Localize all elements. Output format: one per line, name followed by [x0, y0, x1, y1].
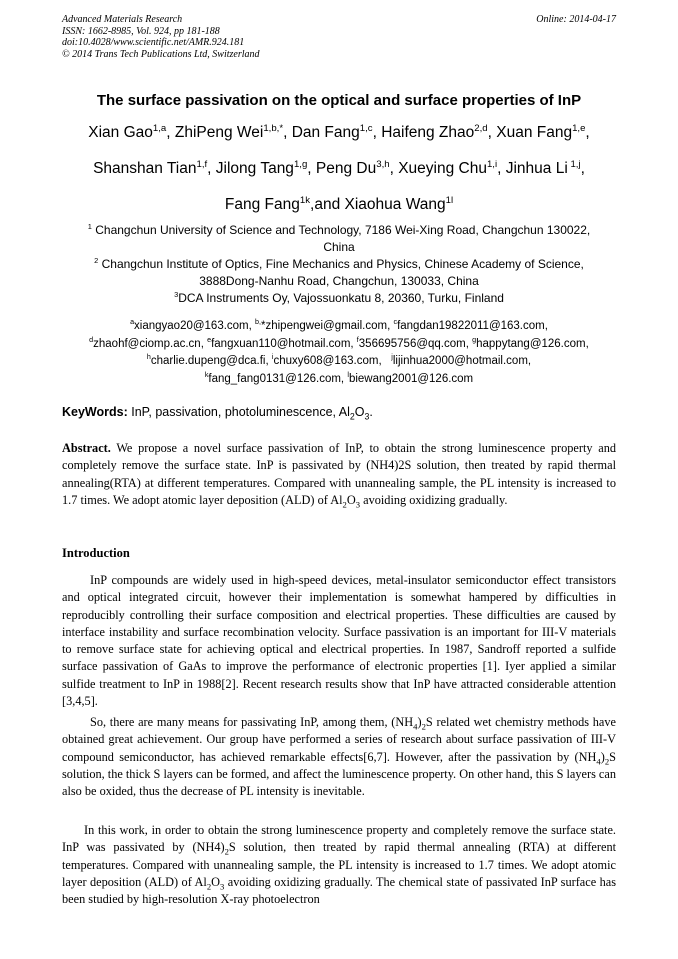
keywords: KeyWords: InP, passivation, photoluminescence, $Al_2O_3$.	[62, 405, 373, 422]
copyright-line: © 2014 Trans Tech Publications Ltd, Switzerland	[62, 48, 260, 60]
section-heading-introduction: Introduction	[62, 546, 130, 560]
affiliations	[62, 222, 616, 307]
abstract: Abstract. We propose a novel surface passivation of InP, to obtain the strong luminescence property and completely remove the surface state. InP is passivated by (NH4)2S solution, then treated by rapid thermal annealing(RTA) at different temperatures. Compared with unannealing sample, the PL intensity is increased to 1.7 times. We adopt atomic layer deposition (ALD) of $Al_2O_3$ avoiding oxidizing gradually.	[62, 441, 616, 510]
intro-paragraph-3: In this work, in order to obtain the strong luminescence property and completely remove the surface state. InP was passivated by $(NH4)_2S$ solution, then treated by rapid thermal annealing (RTA) at different temperatures. Compared with unannealing sample, the PL intensity is increased to 1.7 times. We adopt atomic layer deposition (ALD) of $Al_2O_3$ avoiding oxidizing gradually. The chemical state of passivated InP surface has been studied by high-resolution X-ray photoelectron	[62, 823, 617, 907]
affiliation-2-address: 3888Dong-Nanhu Road, Changchun, 130033, China	[199, 274, 479, 288]
affiliation-1-country: China	[323, 240, 355, 254]
affiliation-3: $^3$DCA Instruments Oy, Vajossuonkatu 8, 20360, Turku, Finland	[174, 290, 504, 305]
intro-paragraph-2: So, there are many means for passivating InP, among them, $(NH_4)_2S$ related wet chemistry methods have obtained great achievement. Our group have performed a series of research about surface passivation of III-V compound semiconductor, has achieved remarkable effects[6,7]. However, after the passivation by $(NH_4)_2S$ solution, the thick S layers can be formed, and affect the luminescence property. On other hand, this S layers can also be oxided, thus the decrease of PL intensity is inevitable.	[62, 715, 616, 799]
doi-line: doi:10.4028/www.scientific.net/AMR.924.181	[62, 37, 245, 48]
journal-header	[62, 14, 260, 60]
affiliation-2: $^2$ Changchun Institute of Optics, Fine Mechanics and Physics, Chinese Academy of Science,	[94, 256, 584, 271]
keywords-text: InP, passivation, photoluminescence, Al	[131, 405, 350, 419]
issn-line: ISSN: 1662-8985, Vol. 924, pp 181-188	[62, 25, 220, 37]
author-line-2: Shanshan Tian$^{1,f}$, Jilong Tang$^{1,g}$, Peng Du$^{3,h}$, Xueying Chu$^{1,i}$, Jinhua Li $^{1,j}$,	[93, 158, 585, 177]
author-line-1: Xian Gao$^{1,a}$, ZhiPeng Wei$^{1,b,*}$, Dan Fang$^{1,c}$, Haifeng Zhao$^{2,d}$, Xuan Fang$^{1,e}$,	[88, 122, 590, 141]
journal-name: Advanced Materials Research	[62, 14, 183, 25]
author-line-3: Fang Fang$^{1k}$,and Xiaohua Wang$^{1l}$	[224, 194, 454, 213]
online-date: Online: 2014-04-17	[536, 14, 616, 25]
keywords-label: KeyWords:	[62, 405, 128, 419]
paper-title: The surface passivation on the optical and surface properties of InP	[96, 92, 582, 109]
intro-paragraph-1: InP compounds are widely used in high-speed devices, metal-insulator semiconductor effect transistors and optical integrated circuit, however their implementation is somewhat hampered by difficulties in reproducibly controlling their surface composition and electrical properties. These difficulties are caused by interface instability and surface recombination velocity. Surface passivation is an important for III-V materials to remove surface state for achieving optical and electrical properties. In 1987, Sandroff reported a sulfide surface passivation of GaAs to improve the performance of electronic properties [1]. Iyer applied a similar sulfide treatment to InP in 1988[2]. Recent research results show that InP have attracted considerable attention [3,4,5].	[62, 573, 616, 709]
abstract-label: Abstract.	[62, 441, 111, 455]
affiliation-1: $^1$ Changchun University of Science and Technology, 7186 Wei-Xing Road, Changchun 130022,	[87, 222, 591, 237]
email-list: $^a$xiangyao20@163.com, $^{b,}$*zhipengwei@gmail.com, $^c$fangdan19822011@163.com, $^d$zhaohf@ciomp.ac.cn, $^e$fangxuan110@hotmail.com, $^f$356695756@qq.com, $^g$happytang@126.com, $^h$charlie.dupeng@dca.fi, $^i$chuxy608@163.com, $^j$lijinhua2000@hotmail.com, $^k$fang_fang0131@126.com, $^l$biewang2001@126.com	[89, 318, 589, 385]
